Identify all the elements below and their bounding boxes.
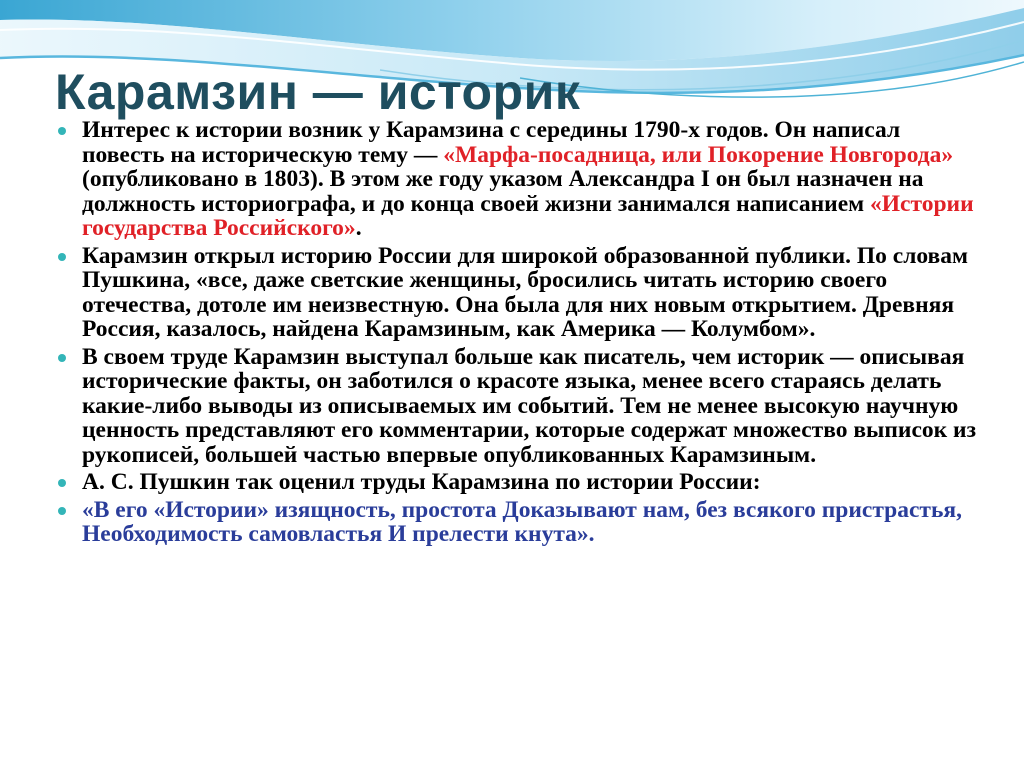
quote-text: «В его «Истории» изящность, простота Доказывают нам, без всякого пристрастья, Необходимость самовластья И прелести кнута».: [82, 496, 962, 547]
bullet-dot: [58, 127, 66, 135]
bullet-item: [54, 244, 984, 342]
bullet-item: [54, 118, 984, 241]
paragraph-text: В своем труде Карамзин выступал больше как писатель, чем историк — описывая исторические факты, он заботился о красоте языка, менее всего стараясь делать какие-либо выводы из описываемых им событий. Тем не менее высокую научную ценность представляют его комментарии, которые содержат множество выписок из рукописей, большей частью впервые опубликованных Карамзиным.: [82, 343, 977, 468]
bullet-item: [54, 470, 984, 495]
bullet-dot: [58, 479, 66, 487]
paragraph-text: А. С. Пушкин так оценил труды Карамзина по истории России:: [82, 469, 761, 495]
bullet-item: [54, 345, 984, 468]
paragraph-text: Интерес к истории возник у Карамзина с середины 1790-х годов. Он написал повесть на историческую тему —: [82, 117, 901, 168]
bullet-item: [54, 498, 984, 547]
paragraph-text: Карамзин открыл историю России для широкой образованной публики. По словам Пушкина, «все, даже светские женщины, бросились читать историю своего отечества, дотоле им неизвестную. Она была для них новым открытием. Древняя Россия, казалось, найдена Карамзиным, как Америка — Колумбом».: [82, 242, 969, 342]
highlight-text: «Истории государства Российского»: [82, 190, 974, 241]
bullet-list: [54, 118, 984, 550]
paragraph-text: .: [355, 215, 362, 241]
slide-title: Карамзин — историк: [55, 64, 581, 120]
bullet-dot: [58, 354, 66, 362]
paragraph-text: (опубликовано в 1803). В этом же году указом Александра I он был назначен на должность историографа, и до конца своей жизни занимался написанием: [82, 166, 924, 217]
highlight-text: «Марфа-посадница, или Покорение Новгорода»: [443, 141, 954, 168]
bullet-dot: [58, 253, 66, 261]
bullet-dot: [58, 507, 66, 515]
